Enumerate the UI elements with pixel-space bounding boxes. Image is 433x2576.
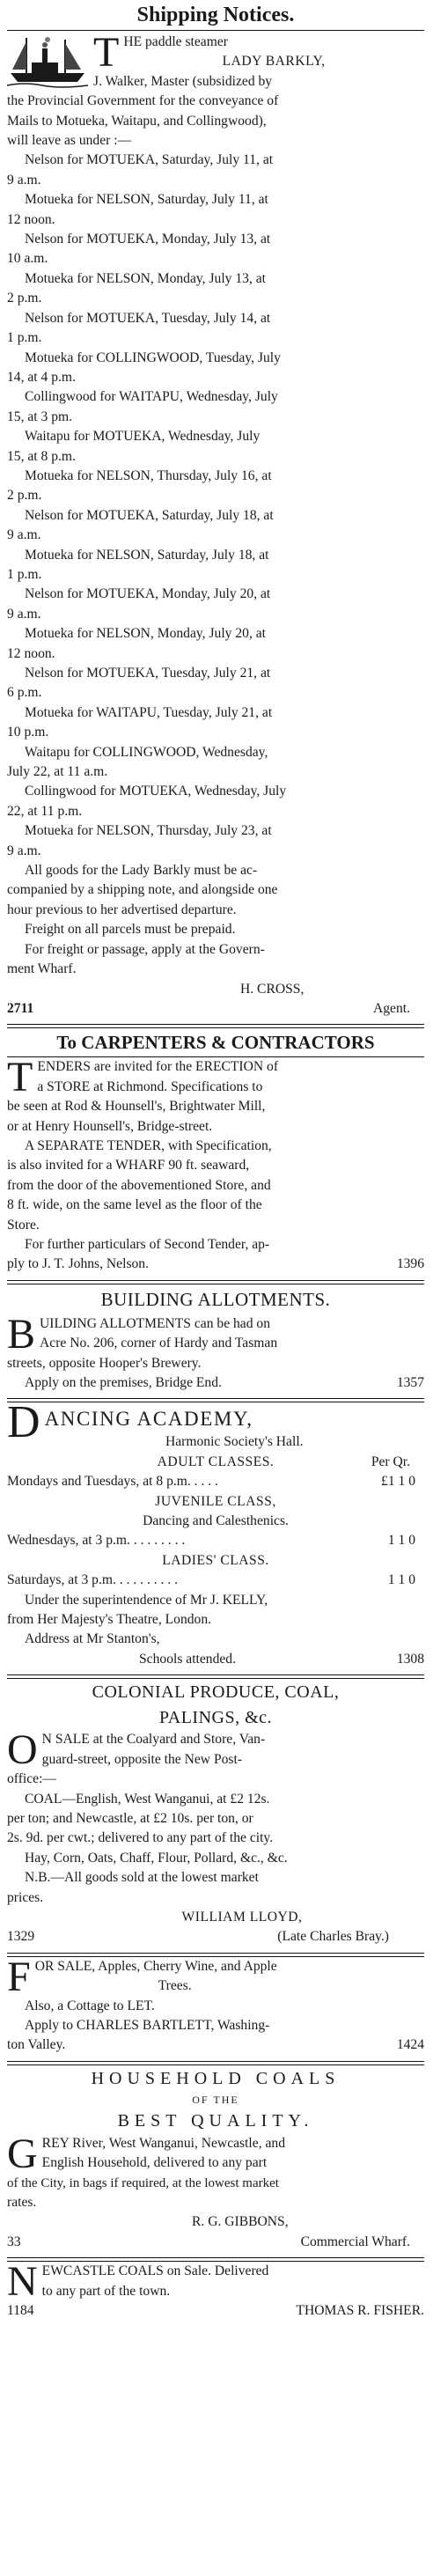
ref-row: [7, 1255, 424, 1274]
schedule-line: 12 noon.: [7, 211, 55, 227]
drop-cap: G: [7, 2133, 38, 2177]
ref-row: [7, 1373, 424, 1393]
class-time: Mondays and Tuesdays, at 8 p.m. . . . .: [7, 1474, 218, 1490]
section-title: HOUSEHOLD COALS: [91, 2068, 341, 2088]
dancing-academy-notice: [7, 1402, 424, 1669]
schedule-line: 1 p.m.: [7, 330, 42, 346]
body-line: Also, a Cottage to LET.: [25, 1998, 155, 2013]
schedule-line: Waitapu for MOTUEKA, Wednesday, July: [25, 429, 261, 445]
ref-row: [7, 1650, 424, 1669]
body-line: Store.: [7, 1217, 40, 1233]
note-line: hour previous to her advertised departure.: [7, 902, 237, 917]
ad-ref-number: 1329: [7, 1929, 35, 1945]
body-line: English Household, delivered to any part: [41, 2155, 268, 2171]
body-line: Under the superintendence of Mr J. KELLY,: [25, 1592, 268, 1608]
section-title: Shipping Notices.: [136, 4, 295, 26]
steamer-ship-icon: [7, 34, 88, 89]
colonial-produce-notice: [7, 1679, 424, 1947]
body-line: is also invited for a WHARF 90 ft. seaward,: [7, 1158, 250, 1174]
body-block: [7, 1314, 424, 1394]
body-line: Hay, Corn, Oats, Chaff, Flour, Pollard, &c., &c.: [25, 1850, 288, 1866]
ad-ref-number: 33: [7, 2234, 21, 2249]
body-line: or at Henry Hounsell's, Bridge-street.: [7, 1118, 213, 1134]
schedule-line: Nelson for MOTUEKA, Tuesday, July 21, at: [25, 666, 271, 681]
schedule-line: 22, at 11 p.m.: [7, 803, 83, 819]
body-line: 8 ft. wide, on the same level as the floor of the: [7, 1197, 262, 1213]
schedule-line: Motueka for COLLINGWOOD, Tuesday, July: [25, 350, 281, 365]
schedule-line: Motueka for NELSON, Saturday, July 11, at: [25, 192, 268, 208]
body-line: N.B.—All goods sold at the lowest market: [25, 1870, 259, 1886]
section-subtitle: PALINGS, &c.: [158, 1708, 273, 1728]
note-line: For freight or passage, apply at the Govern-: [25, 941, 265, 957]
schedule-line: 15, at 3 pm.: [7, 408, 73, 424]
body-line: ton Valley.: [7, 2037, 66, 2053]
ad-ref-number: 1184: [7, 2303, 34, 2319]
schedule-line: Nelson for MOTUEKA, Monday, July 13, at: [25, 232, 271, 247]
schedule-line: Collingwood for MOTUEKA, Wednesday, July: [25, 784, 287, 799]
schedule-line: 2 p.m.: [7, 291, 42, 306]
schedule-line: 10 a.m.: [7, 251, 48, 267]
signer-name: H. CROSS,: [240, 981, 305, 997]
class-heading: LADIES' CLASS.: [162, 1552, 269, 1568]
drop-cap: T: [7, 1057, 33, 1101]
signer-name: THOMAS R. FISHER.: [296, 2303, 424, 2319]
venue: Harmonic Society's Hall.: [165, 1434, 304, 1450]
body-line: ENDERS are invited for the ERECTION of: [37, 1059, 279, 1075]
body-line: COAL—English, West Wanganui, at £2 12s.: [25, 1791, 270, 1807]
intro-line: HE paddle steamer: [123, 34, 228, 49]
schedule-line: Nelson for MOTUEKA, Monday, July 20, at: [25, 586, 271, 602]
ad-ref-number: 1424: [396, 2037, 424, 2053]
carpenters-notice: [7, 1028, 424, 1274]
title-block: [7, 1402, 424, 1452]
schedule-line: 14, at 4 p.m.: [7, 369, 76, 385]
schedule-line: 9 a.m.: [7, 172, 41, 188]
schedule-line: Nelson for MOTUEKA, Tuesday, July 14, at: [25, 310, 271, 326]
body-line: Trees.: [158, 1978, 192, 1994]
signer-name: WILLIAM LLOYD,: [181, 1909, 303, 1925]
closing-notes: [7, 861, 424, 979]
price-row: [7, 1531, 424, 1550]
schedule-line: 1 p.m.: [7, 566, 42, 582]
schedule-line: 10 p.m.: [7, 725, 49, 740]
drop-cap: D: [7, 1402, 40, 1448]
schedule-line: Motueka for NELSON, Saturday, July 18, at: [25, 547, 269, 563]
body-line: OR SALE, Apples, Cherry Wine, and Apple: [34, 1958, 277, 1974]
intro-line: the Provincial Government for the conveyance of: [7, 93, 279, 109]
shipping-notice: [7, 0, 424, 1019]
body-line: be seen at Rod & Hounsell's, Brightwater Mill,: [7, 1099, 266, 1115]
section-title: BUILDING ALLOTMENTS.: [100, 1288, 331, 1310]
divider: [7, 30, 424, 31]
ref-row: [7, 2233, 424, 2252]
per-quarter-label: Per Qr.: [371, 1454, 410, 1469]
intro-line: will leave as under :—: [7, 133, 132, 149]
body-line: 2s. 9d. per cwt.; delivered to any part of the city.: [7, 1830, 274, 1846]
ref-row: [7, 2301, 424, 2321]
body-line: rates.: [7, 2195, 37, 2211]
class-time: Wednesdays, at 3 p.m. . . . . . . . .: [7, 1533, 186, 1549]
body-line: streets, opposite Hooper's Brewery.: [7, 1355, 202, 1371]
body-line: For further particulars of Second Tender, ap-: [25, 1236, 270, 1252]
household-coals-notice: [7, 2065, 424, 2252]
schedule-line: Nelson for MOTUEKA, Saturday, July 11, at: [25, 152, 274, 168]
body-line: prices.: [7, 1889, 44, 1905]
price-row: [7, 1571, 424, 1590]
ref-row: [7, 2035, 424, 2055]
signer-role: Agent.: [372, 1000, 410, 1016]
schedule-line: Motueka for NELSON, Thursday, July 16, at: [25, 467, 272, 483]
body-line: office:—: [7, 1771, 57, 1787]
schedule-line: 2 p.m.: [7, 488, 42, 504]
ad-ref-number: 1308: [396, 1651, 424, 1667]
schedule-line: Motueka for WAITAPU, Tuesday, July 21, at: [25, 704, 273, 720]
body-block: [7, 1057, 424, 1274]
body-line: A SEPARATE TENDER, with Specification,: [25, 1137, 272, 1153]
of-the-label: OF THE: [192, 2093, 239, 2106]
body-line: to any part of the town.: [41, 2283, 171, 2299]
class-heading: ADULT CLASSES.: [157, 1454, 275, 1469]
note-line: companied by a shipping note, and alongside one: [7, 882, 278, 898]
body-line: N SALE at the Coalyard and Store, Van-: [41, 1732, 266, 1748]
body-line: Apply on the premises, Bridge End.: [25, 1375, 222, 1390]
note-line: ment Wharf.: [7, 961, 77, 977]
signer-place: Commercial Wharf.: [300, 2234, 410, 2249]
body-line: guard-street, opposite the New Post-: [41, 1751, 243, 1767]
drop-cap: T: [93, 33, 120, 76]
intro-block: [7, 33, 424, 151]
allotments-notice: [7, 1284, 424, 1394]
schedule-line: 12 noon.: [7, 645, 55, 661]
class-heading: JUVENILE CLASS,: [155, 1493, 276, 1509]
body-block: [7, 1730, 424, 1947]
schools-attended: Schools attended.: [139, 1651, 237, 1667]
ad-ref-number: 1357: [396, 1375, 424, 1390]
schedule-line: 9 a.m.: [7, 527, 41, 543]
body-block: [7, 1957, 424, 2056]
body-line: EWCASTLE COALS on Sale. Delivered: [41, 2263, 269, 2279]
for-sale-notice: [7, 1957, 424, 2056]
signer-name: R. G. GIBBONS,: [192, 2214, 289, 2230]
signer: [7, 980, 424, 999]
body-block: [7, 2134, 424, 2252]
body-line: a STORE at Richmond. Specifications to: [37, 1078, 263, 1094]
body-line: from Her Majesty's Theatre, London.: [7, 1612, 212, 1628]
schedule-line: 6 p.m.: [7, 685, 42, 701]
schedule-line: Motueka for NELSON, Monday, July 20, at: [25, 626, 267, 642]
schedule-line: 9 a.m.: [7, 606, 41, 622]
intro-line: Mails to Motueka, Waitapu, and Collingwood),: [7, 113, 267, 129]
schedule-line: 9 a.m.: [7, 843, 41, 858]
schedule-line: Nelson for MOTUEKA, Saturday, July 18, at: [25, 507, 274, 523]
class-subheading: Dancing and Calesthenics.: [143, 1513, 289, 1529]
drop-cap: O: [7, 1730, 38, 1774]
ad-ref-number: 1396: [396, 1256, 424, 1272]
schedule-line: July 22, at 11 a.m.: [7, 764, 108, 780]
drop-cap: F: [7, 1956, 31, 2000]
drop-cap: N: [7, 2262, 38, 2306]
body-line: ply to J. T. Johns, Nelson.: [7, 1256, 150, 1272]
section-title: ANCING ACADEMY,: [44, 1408, 253, 1431]
body-line: UILDING ALLOTMENTS can be had on: [40, 1315, 271, 1331]
drop-cap: B: [7, 1314, 36, 1358]
schedule-line: 15, at 8 p.m.: [7, 448, 76, 464]
vessel-name: LADY BARKLY,: [222, 54, 326, 70]
schedule: [7, 151, 424, 861]
intro-line: J. Walker, Master (subsidized by: [93, 73, 273, 89]
section-subtitle: BEST QUALITY.: [117, 2110, 314, 2131]
body-line: Acre No. 206, corner of Hardy and Tasman: [40, 1336, 278, 1351]
class-price: £1 1 0: [381, 1474, 415, 1490]
body-line: from the door of the abovementioned Store, and: [7, 1177, 271, 1193]
signer-note: (Late Charles Bray.): [277, 1929, 389, 1945]
section-title: To CARPENTERS & CONTRACTORS: [56, 1032, 375, 1054]
class-time: Saturdays, at 3 p.m. . . . . . . . . .: [7, 1572, 179, 1588]
schedule-line: Waitapu for COLLINGWOOD, Wednesday,: [25, 744, 268, 760]
class-price: 1 1 0: [387, 1572, 415, 1588]
section-title: COLONIAL PRODUCE, COAL,: [92, 1682, 340, 1703]
schedule-line: Motueka for NELSON, Thursday, July 23, at: [25, 823, 272, 839]
price-row: [7, 1472, 424, 1491]
note-line: All goods for the Lady Barkly must be ac-: [25, 863, 258, 879]
newcastle-coals-notice: [7, 2262, 424, 2321]
schedule-line: Collingwood for WAITAPU, Wednesday, July: [25, 389, 278, 405]
ref-row: [7, 1927, 424, 1947]
body-line: Apply to CHARLES BARTLETT, Washing-: [25, 2017, 270, 2033]
body-line: REY River, West Wanganui, Newcastle, and: [41, 2135, 286, 2151]
ref-row: [7, 999, 424, 1019]
body-block: [7, 2262, 424, 2321]
body-line: Address at Mr Stanton's,: [25, 1631, 160, 1647]
note-line: Freight on all parcels must be prepaid.: [25, 922, 236, 938]
body-line: per ton; and Newcastle, at £2 10s. per ton, or: [7, 1810, 253, 1826]
class-price: 1 1 0: [387, 1533, 415, 1549]
schedule-line: Motueka for NELSON, Monday, July 13, at: [25, 270, 267, 286]
body-line: of the City, in bags if required, at the lowest market: [7, 2175, 279, 2190]
ad-ref-number: 2711: [7, 1000, 34, 1016]
